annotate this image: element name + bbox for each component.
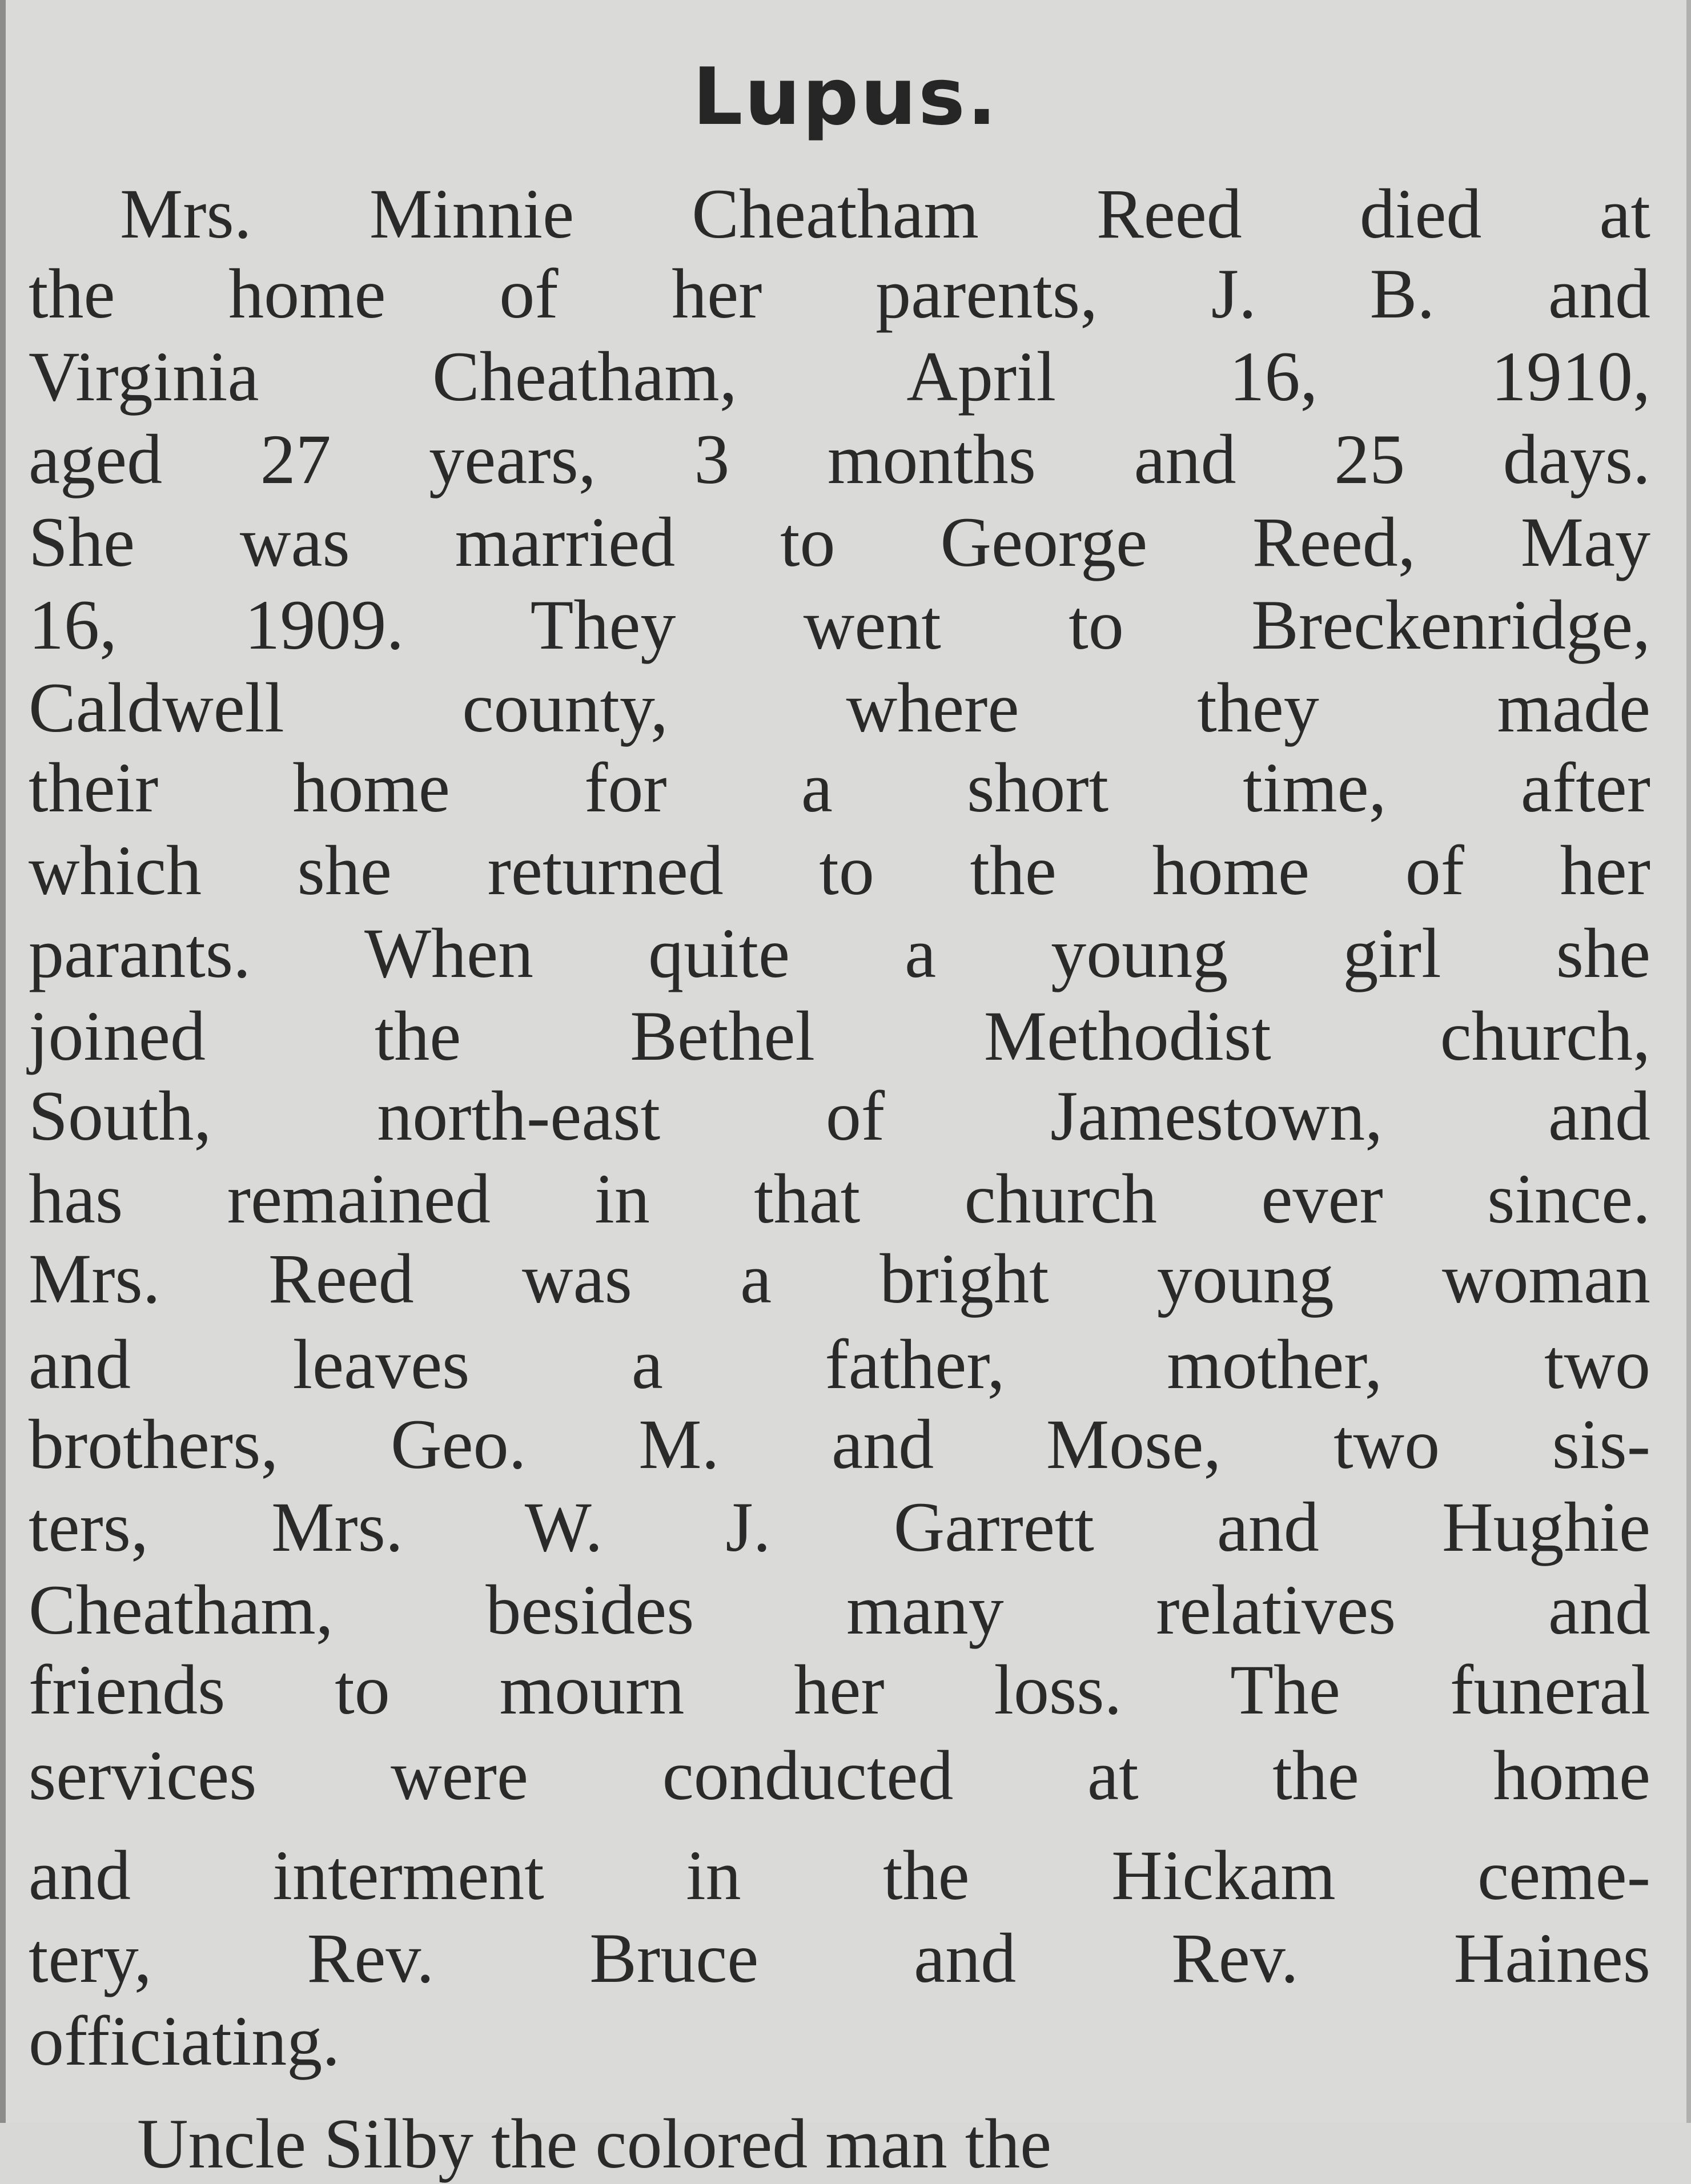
column-rule-left <box>0 0 6 2123</box>
article-line: ters, Mrs. W. J. Garrett and Hughie <box>29 1488 1650 1566</box>
article-line: has remained in that church ever since. <box>29 1160 1650 1238</box>
article-line: services were conducted at the home <box>29 1736 1650 1815</box>
column-rule-right <box>1686 0 1691 2123</box>
article-line: and leaves a father, mother, two <box>29 1325 1650 1403</box>
article-line: and interment in the Hickam ceme- <box>29 1836 1650 1914</box>
article-line: tery, Rev. Bruce and Rev. Haines <box>29 1919 1650 1997</box>
article-line: which she returned to the home of her <box>29 831 1650 910</box>
cutoff-line-text: Uncle Silby the colored man the <box>137 2105 1052 2183</box>
article-line: South, north-east of Jamestown, and <box>29 1077 1650 1155</box>
article-line: the home of her parents, J. B. and <box>29 255 1650 333</box>
article-line: Virginia Cheatham, April 16, 1910, <box>29 337 1650 416</box>
article-line: parants. When quite a young girl she <box>29 914 1650 992</box>
article-line: Mrs. Reed was a bright young woman <box>29 1240 1650 1318</box>
article-line: brothers, Geo. M. and Mose, two sis- <box>29 1405 1650 1483</box>
article-line: Mrs. Minnie Cheatham Reed died at <box>120 175 1650 253</box>
article-line: aged 27 years, 3 months and 25 days. <box>29 420 1650 498</box>
article-line: joined the Bethel Methodist church, <box>29 997 1650 1075</box>
article-headline: Lupus. <box>692 51 999 143</box>
article-line: Caldwell county, where they made <box>29 669 1650 747</box>
article-line: She was married to George Reed, May <box>29 503 1650 581</box>
next-article-cutoff <box>0 2087 1691 2183</box>
article-line: officiating. <box>29 2002 340 2080</box>
article-line: friends to mourn her loss. The funeral <box>29 1651 1650 1729</box>
article-line: 16, 1909. They went to Breckenridge, <box>29 586 1650 664</box>
article-line: Cheatham, besides many relatives and <box>29 1571 1650 1649</box>
article-line: their home for a short time, after <box>29 749 1650 827</box>
